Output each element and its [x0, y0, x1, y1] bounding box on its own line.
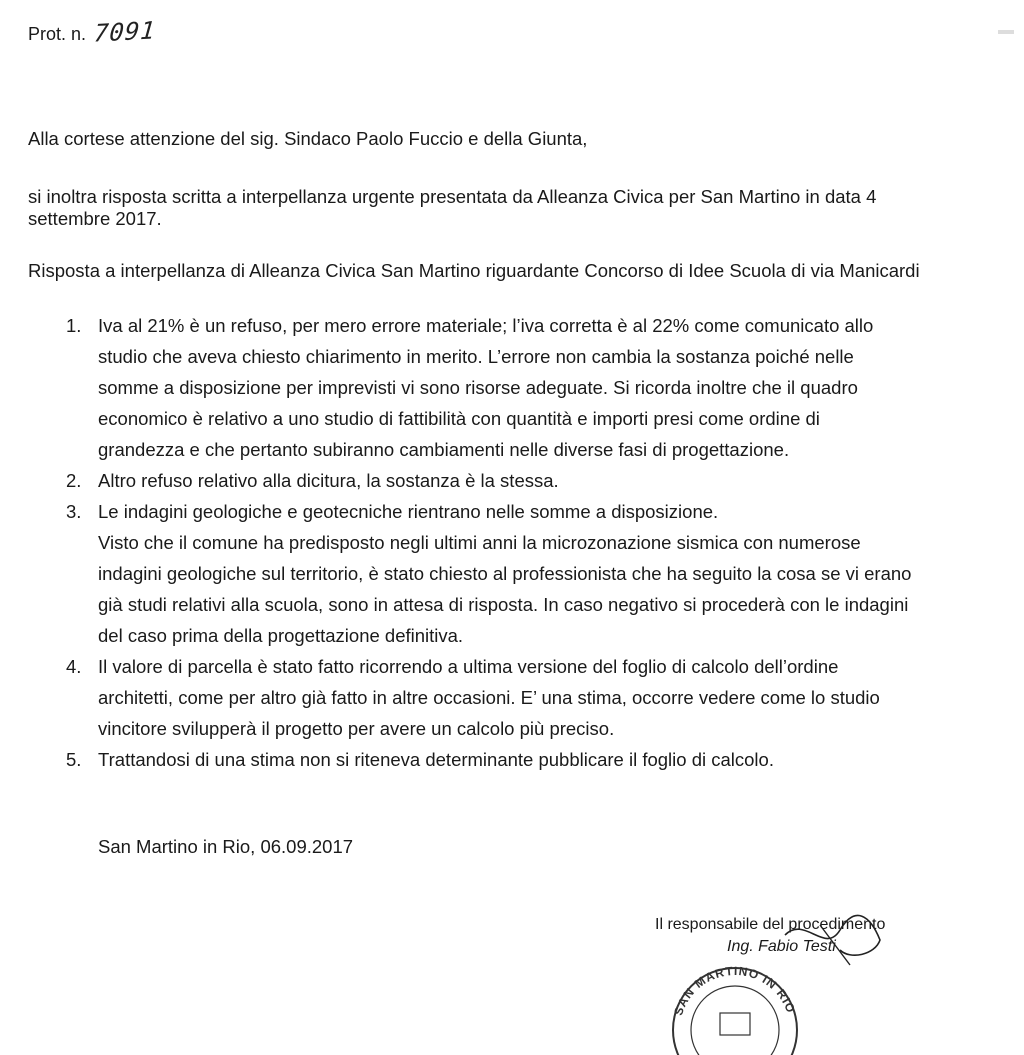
text-line: grandezza e che pertanto subiranno cambiamenti nelle diverse fasi di progettazione. [98, 439, 790, 460]
protocol-number [28, 18, 156, 46]
text-line: Trattandosi di una stima non si riteneva determinante pubblicare il foglio di calcolo. [98, 749, 774, 770]
text-line: Iva al 21% è un refuso, per mero errore materiale; l’iva corretta è al 22% come comunicato allo [98, 315, 874, 336]
text-line: Altro refuso relativo alla dicitura, la sostanza è la stessa. [98, 470, 559, 491]
list-item-text [98, 310, 986, 465]
signatory-name: Ing. Fabio Testi [727, 938, 836, 955]
text-line: Le indagini geologiche e geotecniche rientrano nelle somme a disposizione. [98, 501, 719, 522]
addressee-line: Alla cortese attenzione del sig. Sindaco Paolo Fuccio e della Giunta, [28, 128, 588, 149]
place-date: San Martino in Rio, 06.09.2017 [98, 836, 354, 857]
list-item-text [98, 496, 986, 651]
stamp-text: SAN MARTINO IN RIO [671, 963, 799, 1018]
text-line: architetti, come per altro già fatto in altre occasioni. E’ una stima, occorre vedere come lo studio [98, 687, 880, 708]
text-line: vincitore svilupperà il progetto per avere un calcolo più preciso. [98, 718, 615, 739]
list-item-number: 1. [66, 315, 82, 336]
text-line: Visto che il comune ha predisposto negli ultimi anni la microzonazione sismica con numerose [98, 532, 861, 553]
text-line: Il valore di parcella è stato fatto ricorrendo a ultima versione del foglio di calcolo dell’ordine [98, 656, 839, 677]
intro-line-2: settembre 2017. [28, 208, 162, 229]
list-item-number: 5. [66, 749, 82, 770]
text-line: del caso prima della progettazione definitiva. [98, 625, 464, 646]
text-line: studio che aveva chiesto chiarimento in merito. L’errore non cambia la sostanza poiché nelle [98, 346, 854, 367]
list-item [66, 465, 986, 496]
list-item [66, 651, 986, 744]
protocol-handwritten-number: 7091 [92, 16, 158, 48]
intro-line-1: si inoltra risposta scritta a interpellanza urgente presentata da Alleanza Civica per San Martino in data 4 [28, 186, 877, 207]
official-stamp [660, 935, 810, 1055]
list-item-text [98, 651, 986, 744]
text-line: indagini geologiche sul territorio, è stato chiesto al professionista che ha seguito la cosa se vi erano [98, 563, 912, 584]
response-list [66, 310, 986, 775]
list-item [66, 744, 986, 775]
list-item-text [98, 465, 986, 496]
text-line: già studi relativi alla scuola, sono in attesa di risposta. In caso negativo si procederà con le indagini [98, 594, 909, 615]
text-line: economico è relativo a uno studio di fattibilità con quantità e importi presi come ordine di [98, 408, 820, 429]
signatory-role: Il responsabile del procedimento [655, 916, 886, 933]
list-item-number: 2. [66, 470, 82, 491]
list-item [66, 310, 986, 465]
scan-mark [998, 30, 1014, 34]
text-line: somme a disposizione per imprevisti vi sono risorse adeguate. Si ricorda inoltre che il quadro [98, 377, 858, 398]
svg-text:SAN MARTINO IN RIO [671, 964, 798, 1017]
protocol-label: Prot. n. [28, 24, 87, 44]
list-item-text [98, 744, 986, 775]
list-item-number: 3. [66, 501, 82, 522]
list-item-number: 4. [66, 656, 82, 677]
list-item [66, 496, 986, 651]
subject-line: Risposta a interpellanza di Alleanza Civica San Martino riguardante Concorso di Idee Scuola di via Manicardi [28, 260, 920, 281]
